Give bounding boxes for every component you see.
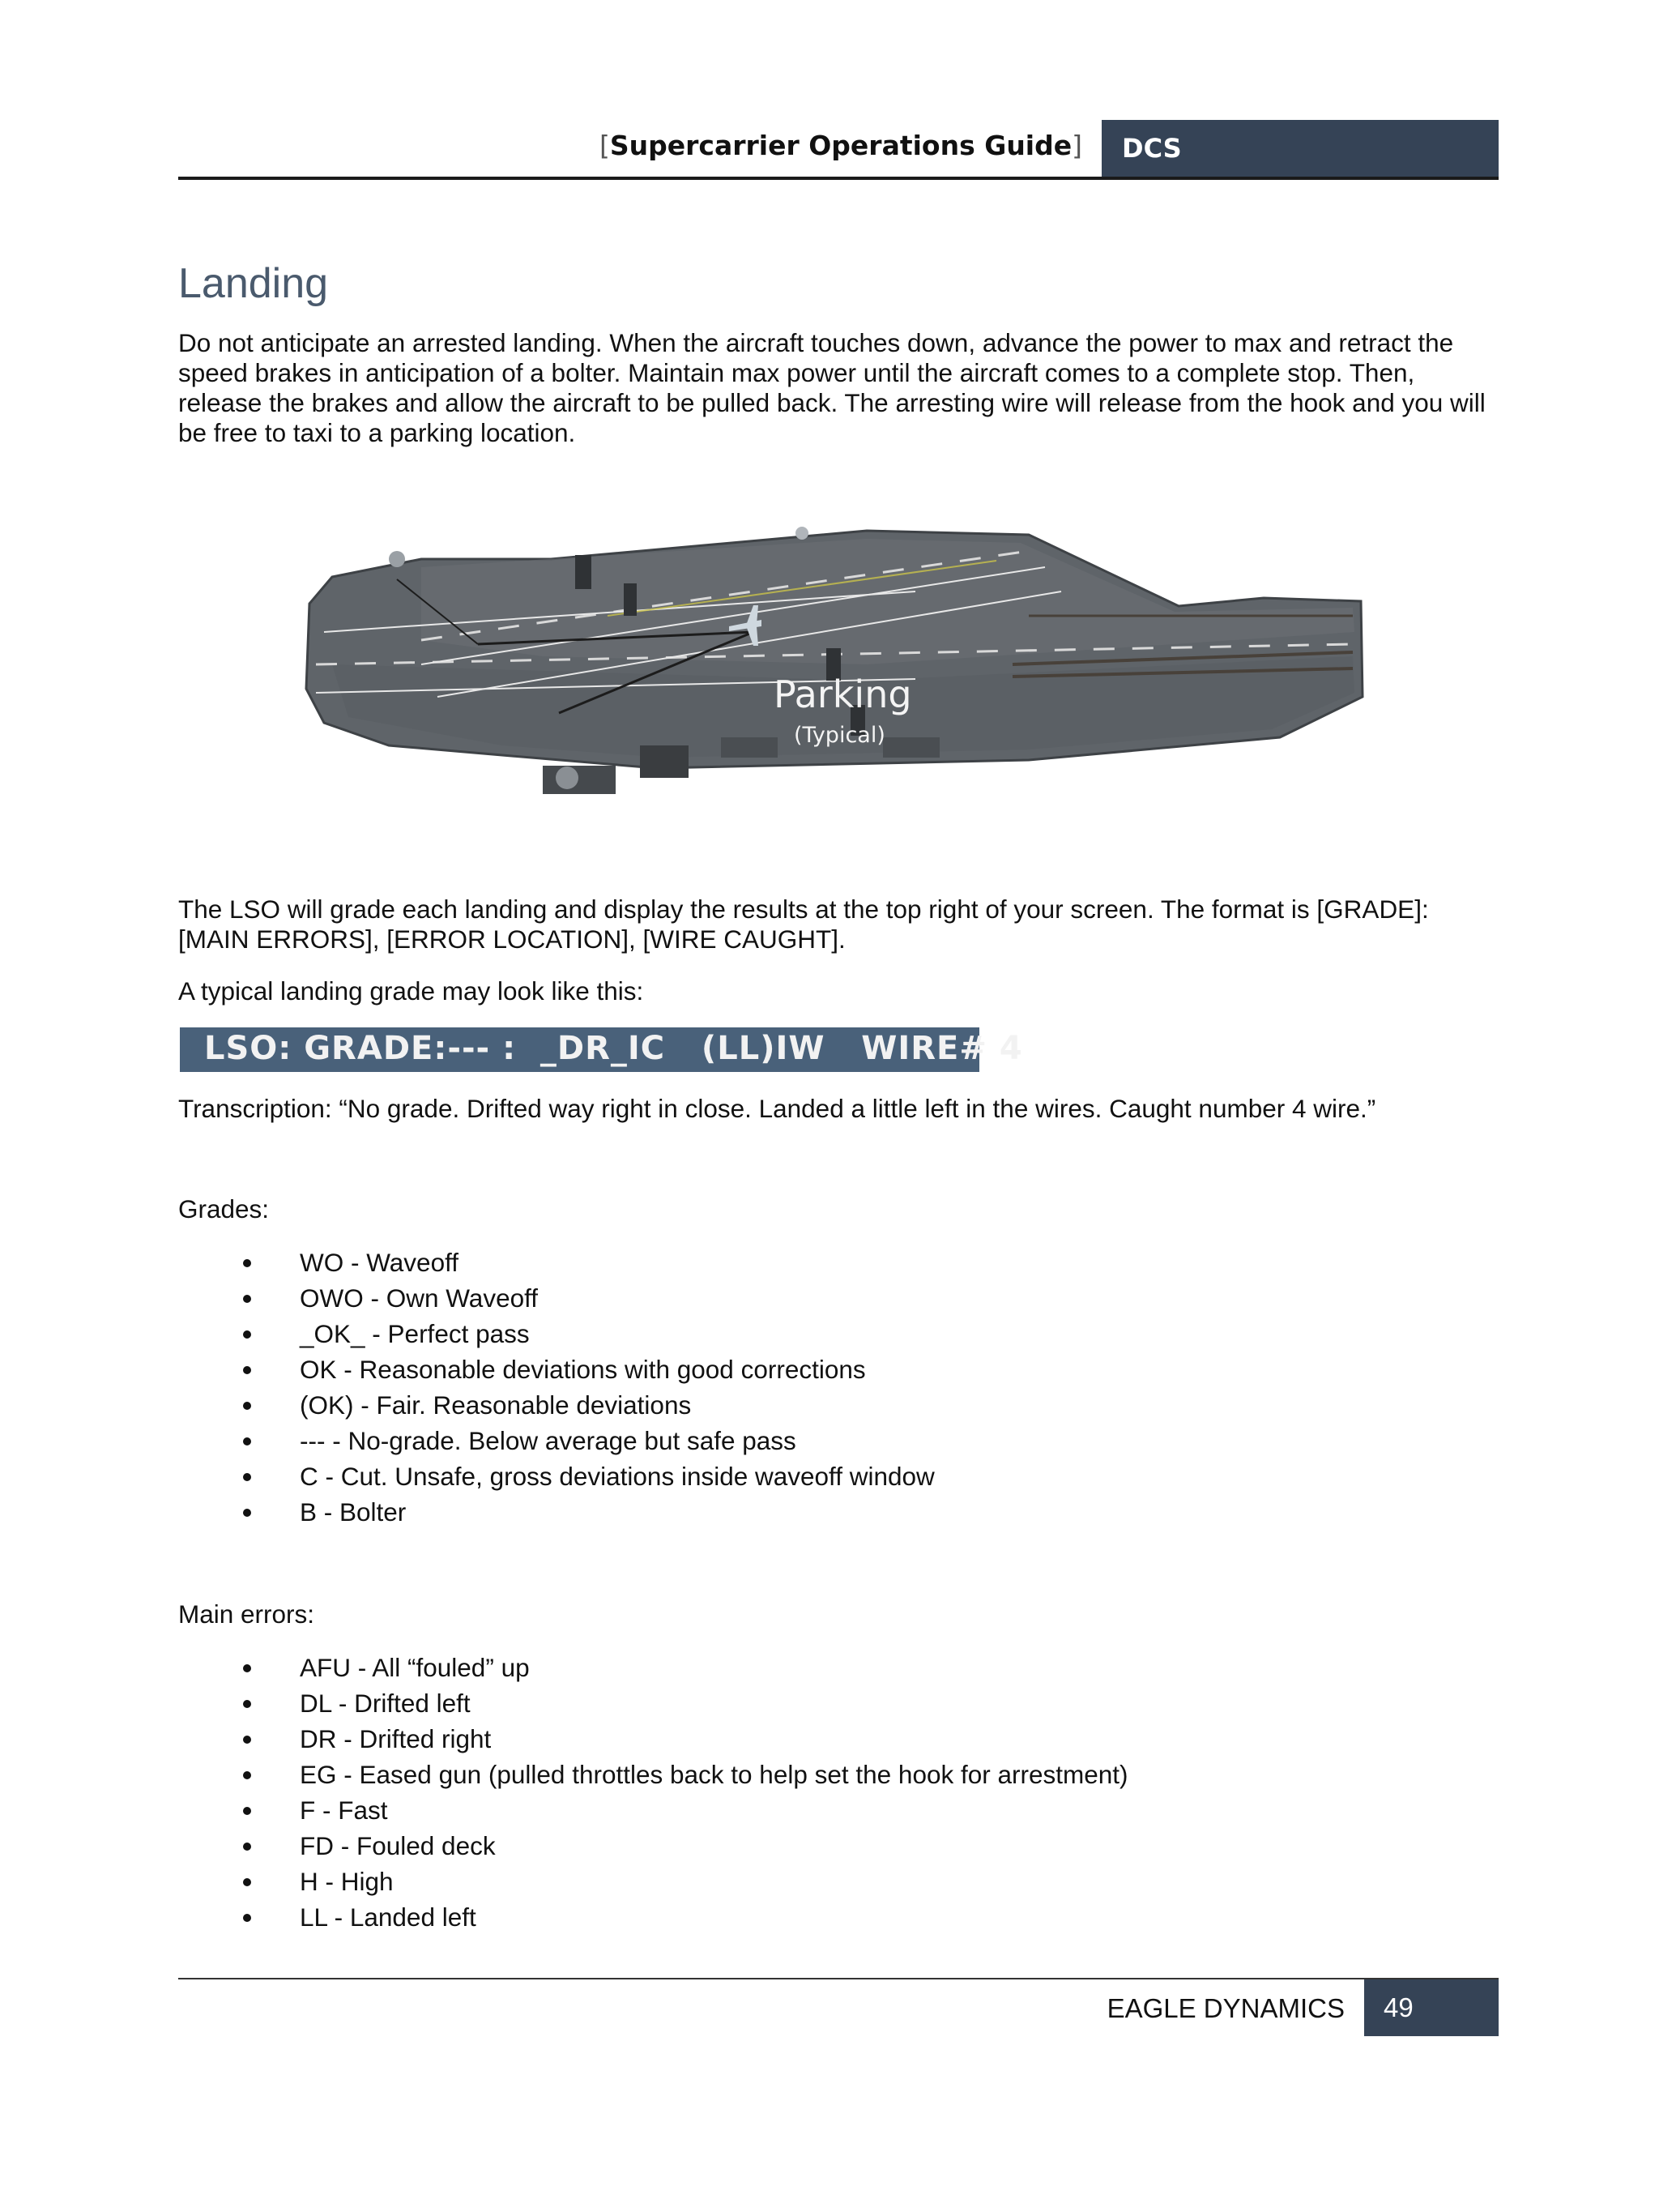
bracket-open: [ <box>599 130 610 161</box>
bullet-icon <box>243 1700 251 1708</box>
example-intro: A typical landing grade may look like this: <box>178 976 644 1006</box>
page-number: 49 <box>1384 1992 1414 2022</box>
document-title <box>599 130 1082 161</box>
list-item: OWO - Own Waveoff <box>178 1280 1393 1316</box>
bullet-icon <box>243 1366 251 1374</box>
header-rule <box>178 177 1499 180</box>
bullet-icon <box>243 1402 251 1410</box>
page-number-badge <box>1364 1979 1499 2036</box>
list-item: DL - Drifted left <box>178 1685 1393 1721</box>
lso-grade-text: LSO: GRADE:--- : _DR_IC (LL)IW WIRE# 4 <box>204 1030 1023 1067</box>
bullet-icon <box>243 1878 251 1886</box>
parking-sublabel: (Typical) <box>794 723 885 748</box>
footer-publisher: EAGLE DYNAMICS <box>1107 1993 1345 2023</box>
grade-format-paragraph: The LSO will grade each landing and display the results at the top right of your screen. The format is [GRADE]: [MAIN ERRORS], [ERROR LOCATION], [WIRE CAUGHT]. <box>178 895 1429 954</box>
parking-label: Parking <box>774 673 912 716</box>
grades-heading: Grades: <box>178 1194 270 1223</box>
bullet-icon <box>243 1437 251 1445</box>
list-item: --- - No-grade. Below average but safe pass <box>178 1423 1393 1458</box>
bullet-icon <box>243 1914 251 1922</box>
errors-heading: Main errors: <box>178 1599 315 1629</box>
list-item: F - Fast <box>178 1792 1393 1828</box>
bullet-icon <box>243 1473 251 1481</box>
bullet-icon <box>243 1509 251 1517</box>
list-item: C - Cut. Unsafe, gross deviations inside waveoff window <box>178 1458 1393 1494</box>
bullet-icon <box>243 1843 251 1851</box>
product-label: DCS <box>1122 133 1182 164</box>
list-item: _OK_ - Perfect pass <box>178 1316 1393 1352</box>
list-item: (OK) - Fair. Reasonable deviations <box>178 1387 1393 1423</box>
list-item: B - Bolter <box>178 1494 1393 1530</box>
bracket-close: ] <box>1072 130 1082 161</box>
header-product-badge <box>1102 120 1499 177</box>
bullet-icon <box>243 1330 251 1339</box>
errors-list <box>178 1650 1393 1935</box>
guide-title: Supercarrier Operations Guide <box>609 130 1073 161</box>
list-item: EG - Eased gun (pulled throttles back to help set the hook for arrestment) <box>178 1757 1393 1792</box>
transcription-paragraph: Transcription: “No grade. Drifted way right in close. Landed a little left in the wires. Caught number 4 wire.” <box>178 1094 1376 1123</box>
bullet-icon <box>243 1664 251 1672</box>
bullet-icon <box>243 1771 251 1779</box>
lso-grade-banner <box>180 1027 1023 1072</box>
bullet-icon <box>243 1736 251 1744</box>
bullet-icon <box>243 1807 251 1815</box>
carrier-deck-image <box>300 502 1369 826</box>
list-item: LL - Landed left <box>178 1899 1393 1935</box>
intro-paragraph: Do not anticipate an arrested landing. When the aircraft touches down, advance the power to max and retract the speed brakes in anticipation of a bolter. Maintain max power until the aircraft comes to a complete stop. Then, release the brakes and allow the aircraft to be pulled back. The arresting wire will release from the hook and you will be free to taxi to a parking location. <box>178 328 1486 447</box>
section-title: Landing <box>178 260 329 307</box>
list-item: AFU - All “fouled” up <box>178 1650 1393 1685</box>
list-item: FD - Fouled deck <box>178 1828 1393 1864</box>
footer-rule <box>178 1978 1499 1979</box>
grades-list <box>178 1245 1393 1530</box>
list-item: WO - Waveoff <box>178 1245 1393 1280</box>
bullet-icon <box>243 1295 251 1303</box>
bullet-icon <box>243 1259 251 1267</box>
list-item: DR - Drifted right <box>178 1721 1393 1757</box>
list-item: H - High <box>178 1864 1393 1899</box>
list-item: OK - Reasonable deviations with good corrections <box>178 1352 1393 1387</box>
